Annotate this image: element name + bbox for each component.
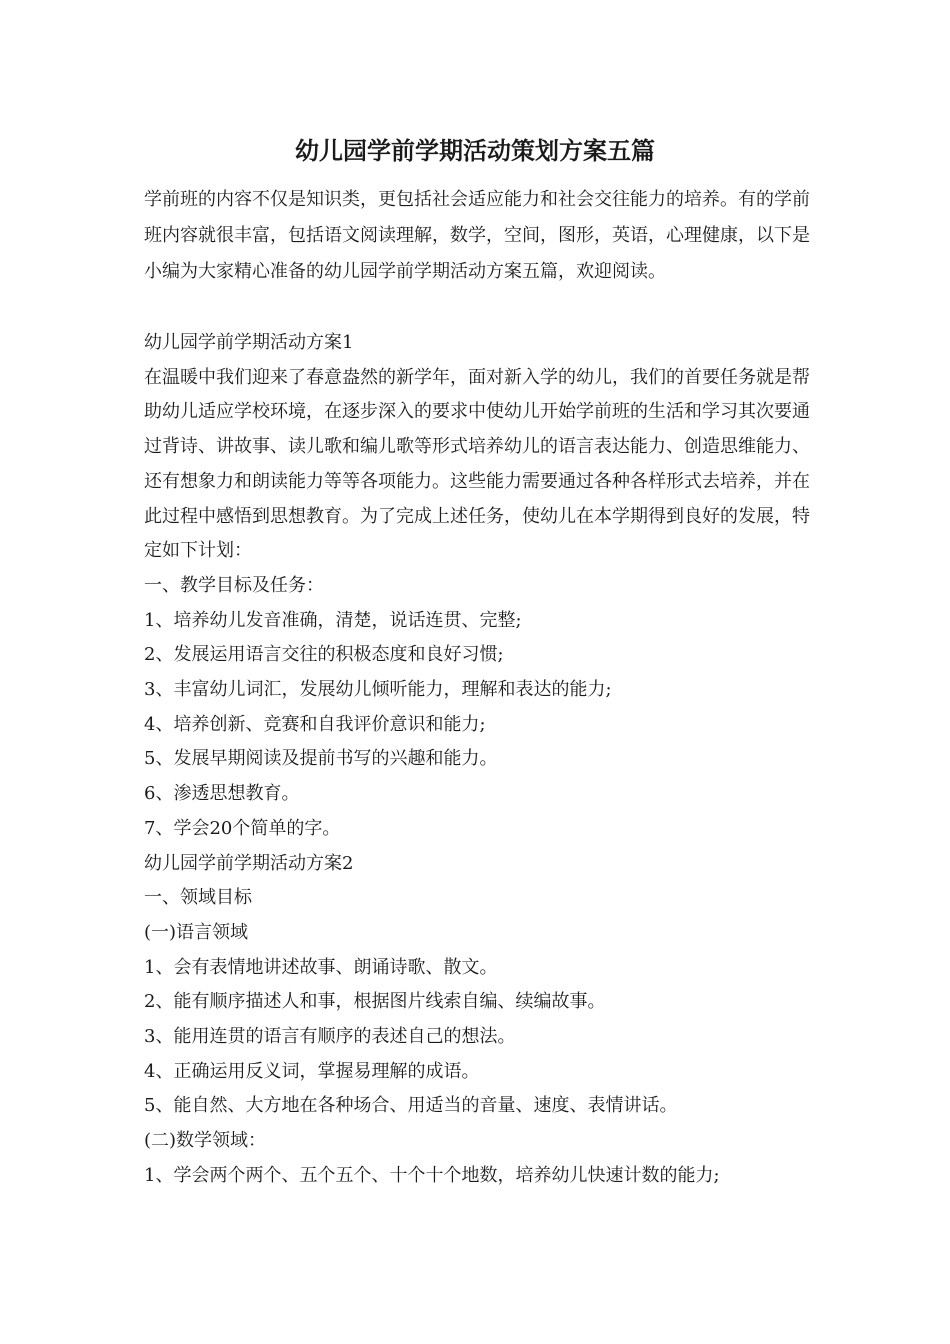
- list-item: 5、能自然、大方地在各种场合、用适当的音量、速度、表情讲话。: [144, 1095, 678, 1117]
- plan2-section-heading: 一、领域目标: [144, 887, 252, 909]
- intro-paragraph: 学前班的内容不仅是知识类，更包括社会适应能力和社会交往能力的培养。有的学前班内容就很丰富，包括语文阅读理解，数学，空间，图形，英语，心理健康，以下是小编为大家精心准备的幼儿园学前学期活动方案五篇，欢迎阅读。: [144, 189, 810, 282]
- plan1-section-heading: 一、教学目标及任务：: [144, 574, 324, 596]
- list-item: 4、培养创新、竞赛和自我评价意识和能力;: [144, 713, 486, 735]
- list-item: 4、正确运用反义词，掌握易理解的成语。: [144, 1060, 480, 1082]
- document-title: 幼儿园学前学期活动策划方案五篇: [295, 136, 655, 165]
- document-body: [144, 326, 810, 1194]
- list-item: 1、培养幼儿发音准确，清楚，说话连贯、完整;: [144, 609, 522, 631]
- list-item: 1、会有表情地讲述故事、朗诵诗歌、散文。: [144, 956, 498, 978]
- list-item: 5、发展早期阅读及提前书写的兴趣和能力。: [144, 748, 498, 770]
- plan1-paragraph: 在温暖中我们迎来了春意盎然的新学年，面对新入学的幼儿，我们的首要任务就是帮助幼儿适应学校环境，在逐步深入的要求中使幼儿开始学前班的生活和学习其次要通过背诗、讲故事、读儿歌和编儿歌等形式培养幼儿的语言表达能力、创造思维能力、还有想象力和朗读能力等等各项能力。这些能力需要通过各种各样形式去培养，并在此过程中感悟到思想教育。为了完成上述任务，使幼儿在本学期得到良好的发展，特定如下计划：: [144, 366, 810, 562]
- list-item: 2、发展运用语言交往的积极态度和良好习惯;: [144, 644, 504, 666]
- plan2-subheading-math: (二)数学领域：: [144, 1130, 267, 1152]
- plan2-heading: 幼儿园学前学期活动方案2: [144, 852, 354, 874]
- list-item: 2、能有顺序描述人和事，根据图片线索自编、续编故事。: [144, 991, 606, 1013]
- list-item: 7、学会20个简单的字。: [144, 817, 341, 839]
- plan1-heading: 幼儿园学前学期活动方案1: [144, 332, 354, 353]
- list-item: 3、能用连贯的语言有顺序的表述自己的想法。: [144, 1026, 516, 1048]
- list-item: 1、学会两个两个、五个五个、十个十个地数，培养幼儿快速计数的能力;: [144, 1164, 720, 1186]
- list-item: 3、丰富幼儿词汇，发展幼儿倾听能力，理解和表达的能力;: [144, 679, 612, 701]
- plan2-subheading-language: (一)语言领域: [144, 921, 249, 943]
- list-item: 6、渗透思想教育。: [144, 783, 300, 805]
